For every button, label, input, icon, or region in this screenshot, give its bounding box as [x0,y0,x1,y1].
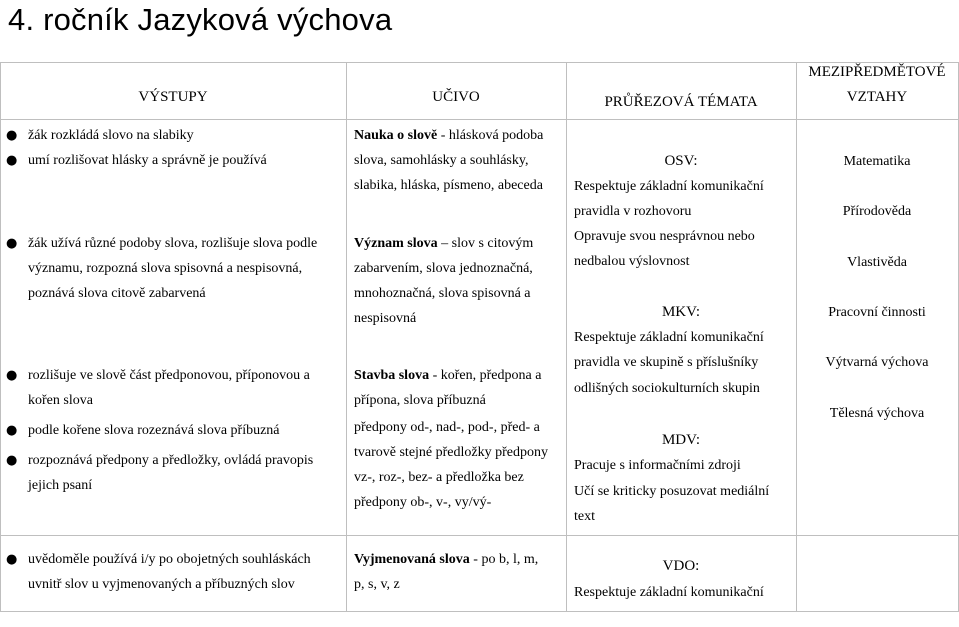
temata-line: pravidla v rozhovoru [574,204,692,219]
bullet-icon: ● [6,153,18,168]
vztah-item: Pracovní činnosti [828,305,926,320]
list-item-line: kořen slova [28,393,93,408]
list-item-line: uvnitř slov u vyjmenovaných a příbuzných slov [28,577,295,592]
list-item-text: umí rozlišovat hlásky a správně je používá [28,153,267,168]
vztah-item: Matematika [843,154,911,169]
rule-header-bottom [0,119,959,120]
title-bar [0,0,959,50]
ucivo-heading: Nauka o slově [354,128,438,143]
list-item-line: jejich psaní [28,478,93,493]
vztah-item: Výtvarná výchova [825,355,929,370]
rule-col-2 [346,62,347,611]
temata-line: text [574,509,595,524]
temata-line: Učí se kriticky posuzovat mediální [574,484,770,499]
vztah-item: Přírodověda [842,204,912,219]
ucivo-block-1 [354,123,566,198]
ucivo-text: – slov s citovým [437,236,534,251]
ucivo-block-2 [354,231,566,331]
list-item-line: poznává slova citově zabarvená [28,286,206,301]
list-item [4,418,344,443]
temata-line: Respektuje základní komunikační [574,330,764,345]
label-mkv: MKV: [661,304,701,320]
bullet-icon: ● [6,128,18,143]
list-item-line: uvědoměle používá i/y po obojetných souhláskách [28,552,311,567]
bullet-icon: ● [6,423,18,438]
list-item-line: žák užívá různé podoby slova, rozlišuje slova podle [28,236,318,251]
bullet-icon: ● [6,236,18,251]
ucivo-line: zabarvením, slova jednoznačná, [354,261,533,276]
label-mdv: MDV: [661,432,701,448]
list-item-line: rozpoznává předpony a předložky, ovládá pravopis [28,453,314,468]
header-mezipredmetove-l2: VZTAHY [846,89,908,105]
list-item [4,231,344,306]
vztah-item: Vlastivěda [847,255,907,270]
list-item-line: rozlišuje ve slově část předponovou, příponovou a [28,368,310,383]
list-item [4,148,344,173]
ucivo-block-4 [354,547,566,597]
bullet-icon: ● [6,368,18,383]
list-item [4,363,344,413]
list-item-line: podle kořene slova rozeznává slova příbuzná [28,423,280,438]
vystupy-block-3 [4,363,344,498]
header-mezipredmetove-l1: MEZIPŘEDMĚTOVÉ [808,64,946,80]
bullet-icon: ● [6,453,18,468]
header-ucivo: UČIVO [432,89,480,105]
temata-line: odlišných sociokulturních skupin [574,381,760,396]
ucivo-text: - kořen, předpona a [429,368,542,383]
ucivo-text: - hlásková podoba [437,128,544,143]
ucivo-line [354,231,566,256]
ucivo-line: předpony ob-, v-, vy/vý- [354,495,492,510]
ucivo-line: předpony od-, nad-, pod-, před- a [354,420,540,435]
ucivo-line: přípona, slova příbuzná [354,393,486,408]
temata-line: Opravuje svou nesprávnou nebo [574,229,755,244]
temata-line: pravidla ve skupině s příslušníky [574,355,759,370]
rule-col-4 [796,62,797,611]
ucivo-line: tvarově stejné předložky předpony [354,445,548,460]
ucivo-line: slabika, hláska, písmeno, abeceda [354,178,543,193]
label-vdo: VDO: [662,558,700,574]
ucivo-line [354,123,566,148]
list-item-text: žák rozkládá slovo na slabiky [28,128,194,143]
vztah-item: Tělesná výchova [829,406,925,421]
ucivo-line [354,363,566,388]
rule-bottom [0,611,959,612]
ucivo-line: p, s, v, z [354,577,400,592]
ucivo-line: vz-, roz-, bez- a předložka bez [354,470,524,485]
list-item [4,448,344,498]
vystupy-column [4,123,344,173]
ucivo-heading: Vyjmenovaná slova [354,552,470,567]
ucivo-text: - po b, l, m, [469,552,539,567]
ucivo-line [354,547,566,572]
vystupy-block-4 [4,547,344,597]
header-pruzezova-temata: PRŮŘEZOVÁ TÉMATA [604,94,758,110]
rule-col-1 [0,62,1,611]
rule-col-3 [566,62,567,611]
label-osv: OSV: [664,153,698,169]
ucivo-line: mnohoznačná, slova spisovná a [354,286,531,301]
temata-line: Respektuje základní komunikační [574,585,764,600]
ucivo-heading: Význam slova [354,236,438,251]
ucivo-line: slova, samohlásky a souhlásky, [354,153,529,168]
list-item-line: významu, rozpozná slova spisovná a nespisovná, [28,261,303,276]
page-title: 4. ročník Jazyková výchova [8,2,393,37]
temata-line: Respektuje základní komunikační [574,179,764,194]
list-item [4,123,344,148]
ucivo-line: nespisovná [354,311,417,326]
bullet-icon: ● [6,552,18,567]
vystupy-block-2 [4,231,344,306]
temata-line: nedbalou výslovnost [574,254,690,269]
temata-line: Pracuje s informačními zdroji [574,458,741,473]
list-item [4,547,344,597]
ucivo-block-3 [354,363,566,515]
rule-row-bottom [0,535,959,536]
ucivo-heading: Stavba slova [354,368,430,383]
header-vystupy: VÝSTUPY [138,89,208,105]
